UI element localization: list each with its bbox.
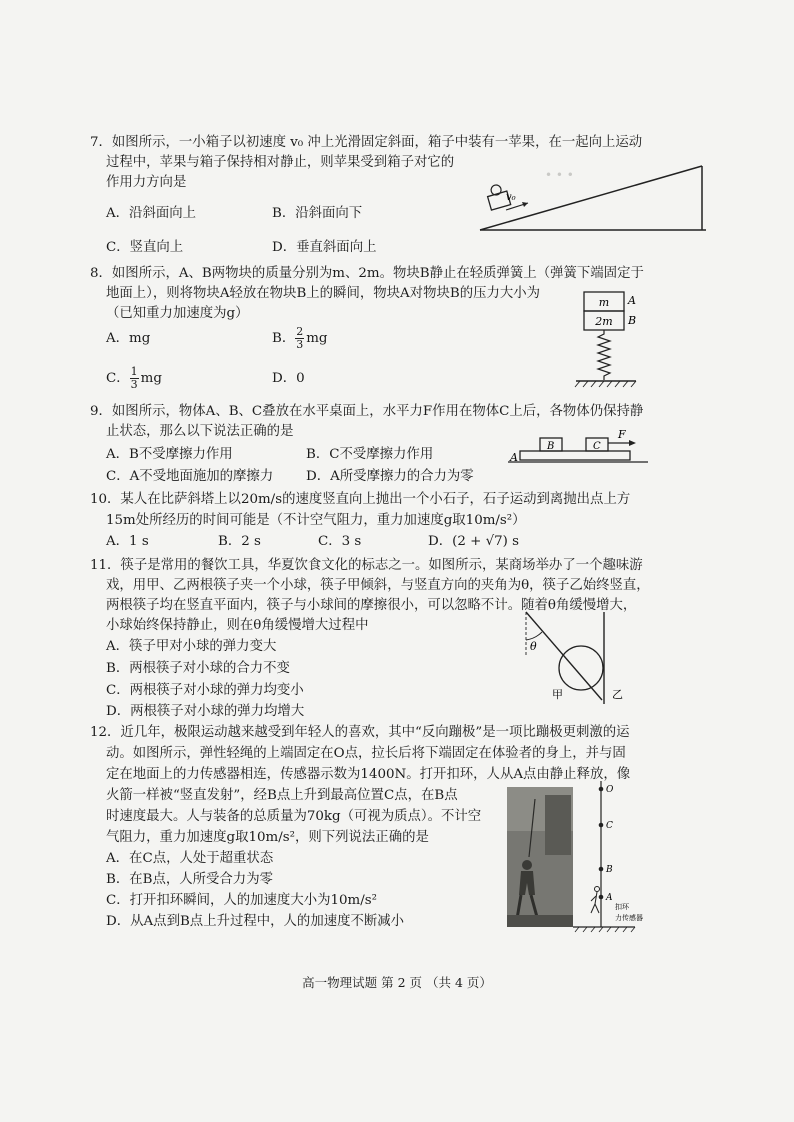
block-a-label: A: [628, 294, 636, 307]
q12-option-d: D．从A点到B点上升过程中，人的加速度不断减小: [106, 914, 405, 929]
q10-option-c: C．3 s: [318, 534, 362, 549]
q12-option-c: C．打开扣环瞬间，人的加速度大小为10m/s²: [106, 893, 377, 908]
ground-hatch: [575, 381, 636, 387]
photo-content: [507, 787, 573, 927]
q12-stem-line3: 定在地面上的力传感器相连，传感器示数为1400N。打开扣环，人从A点由静止释放，像: [106, 767, 631, 782]
yi-label: 乙: [612, 688, 623, 701]
theta-arc: [526, 632, 542, 640]
q8-stem-line1: 8．如图所示，A、B两物块的质量分别为m、2m。物块B静止在轻质弹簧上（弹簧下端固定于: [90, 266, 644, 281]
q8-option-b-fraction: [295, 326, 304, 351]
label-a: A: [606, 893, 613, 903]
q10-stem-line2: 15m处所经历的时间可能是（不计空气阻力，重力加速度g取10m/s²）: [106, 513, 526, 528]
q8-stem-line3: （已知重力加速度为g）: [106, 306, 249, 321]
chopstick-jia: [526, 612, 602, 700]
point-a: [599, 895, 604, 900]
sensor-label: 力传感器: [615, 914, 643, 922]
reverse-bungee-photo: [507, 787, 573, 927]
spring: [598, 330, 610, 380]
q7-option-c: C．竖直向上: [106, 240, 184, 255]
q8-option-c-fraction: [130, 366, 139, 391]
force-label: F: [618, 428, 626, 441]
q9-option-d: D．A所受摩擦力的合力为零: [306, 469, 474, 484]
q12-stem-line5: 时速度最大。人与装备的总质量为70kg（可视为质点）。不计空: [106, 809, 482, 824]
q9-stem-line2: 止状态，那么以下说法正确的是: [106, 424, 294, 439]
block-a-label: A: [510, 451, 518, 464]
q10-option-b: B．2 s: [218, 534, 261, 549]
q11-option-b: B．两根筷子对小球的合力不变: [106, 661, 290, 676]
q8-option-c-prefix: C．: [106, 371, 130, 386]
q8-option-b: [272, 326, 328, 351]
q10-option-d: D．(2 + √7) s: [428, 534, 520, 549]
q8-spring-figure: [570, 288, 650, 392]
ground-hatch: [575, 927, 635, 932]
person-figure: [591, 887, 600, 914]
point-o: [599, 787, 604, 792]
q12-stem-line6: 气阻力，重力加速度g取10m/s²，则下列说法正确的是: [106, 830, 429, 845]
q10-option-a: A．1 s: [106, 534, 149, 549]
block-b-label: B: [547, 441, 555, 452]
q12-stem-line4: 火箭一样被“竖直发射”，经B点上升到最高位置C点，在B点: [106, 788, 458, 803]
fraction-numerator: 1: [130, 365, 138, 378]
q11-stem-line1: 11．筷子是常用的餐饮工具，华夏饮食文化的标志之一。如图所示，某商场举办了一个趣味游: [90, 558, 643, 573]
q7-option-b: B．沿斜面向下: [272, 206, 363, 221]
q8-option-c-suffix: mg: [140, 371, 162, 386]
q11-stem-line4: 小球始终保持静止，则在θ角缓慢增大过程中: [106, 618, 369, 633]
q7-option-a: A．沿斜面向上: [106, 206, 197, 221]
block-a: [520, 451, 630, 460]
q9-option-c: C．A不受地面施加的摩擦力: [106, 469, 274, 484]
q9-option-a: A．B不受摩擦力作用: [106, 447, 233, 462]
label-b: B: [606, 865, 613, 875]
small-ball: [559, 646, 603, 690]
buckle-label: 扣环: [615, 903, 629, 911]
q7-stem-line1: 7．如图所示，一小箱子以初速度 v₀ 冲上光滑固定斜面，箱子中装有一苹果，在一起向上运动: [90, 135, 643, 150]
q8-option-b-suffix: mg: [306, 331, 328, 346]
q9-stacked-blocks-figure: [508, 428, 658, 468]
q11-chopsticks-figure: [516, 610, 636, 706]
q7-stem-line2: 过程中，苹果与箱子保持相对静止，则苹果受到箱子对它的: [106, 155, 455, 170]
q12-option-a: A．在C点，人处于超重状态: [106, 851, 274, 866]
fraction-denominator: 3: [296, 338, 304, 351]
q11-option-a: A．筷子甲对小球的弹力变大: [106, 639, 277, 654]
q12-bungee-diagram: [573, 777, 653, 937]
q8-option-c: [106, 366, 162, 391]
fraction-denominator: 3: [130, 378, 138, 391]
velocity-label: v₀: [506, 192, 516, 203]
q8-stem-line2: 地面上），则将物块A轻放在物块B上的瞬间，物块A对物块B的压力大小为: [106, 286, 541, 301]
block-a-mass: m: [598, 296, 610, 309]
bleed-through-text: • • •: [545, 168, 574, 182]
point-c: [599, 823, 604, 828]
point-b: [599, 867, 604, 872]
q10-stem-line1: 10．某人在比萨斜塔上以20m/s的速度竖直向上抛出一个小石子，石子运动到离抛出点上方: [90, 492, 631, 507]
q11-stem-line2: 戏，用甲、乙两根筷子夹一个小球，筷子甲倾斜，与竖直方向的夹角为θ，筷子乙始终竖直，: [106, 578, 650, 593]
q8-option-b-prefix: B．: [272, 331, 296, 346]
fraction-numerator: 2: [296, 325, 304, 338]
theta-label: θ: [530, 640, 537, 653]
q12-stem-line2: 动。如图所示，弹性轻绳的上端固定在O点，拉长后将下端固定在体验者的身上，并与固: [106, 746, 626, 761]
q7-stem-line3: 作用力方向是: [106, 175, 187, 190]
q9-option-b: B．C不受摩擦力作用: [306, 447, 434, 462]
label-o: O: [606, 785, 614, 795]
q8-option-d: D．0: [272, 371, 305, 386]
block-b-mass: 2m: [595, 315, 613, 328]
block-c-label: C: [593, 441, 601, 452]
q11-option-d: D．两根筷子对小球的弹力均增大: [106, 704, 305, 719]
q8-option-a: A．mg: [106, 331, 151, 346]
q11-option-c: C．两根筷子对小球的弹力均变小: [106, 683, 304, 698]
block-b-label: B: [628, 314, 637, 327]
q12-option-b: B．在B点，人所受合力为零: [106, 872, 273, 887]
q7-incline-figure: [476, 160, 716, 242]
q12-stem-line1: 12．近几年，极限运动越来越受到年轻人的喜欢，其中“反向蹦极”是一项比蹦极更刺激的运: [90, 725, 630, 740]
jia-label: 甲: [552, 688, 563, 701]
q9-stem-line1: 9．如图所示，物体A、B、C叠放在水平桌面上，水平力F作用在物体C上后，各物体仍保持静: [90, 404, 644, 419]
q7-option-d: D．垂直斜面向上: [272, 240, 377, 255]
q11-stem-line3: 两根筷子均在竖直平面内，筷子与小球间的摩擦很小，可以忽略不计。随着θ角缓慢增大，: [106, 598, 637, 613]
label-c: C: [606, 821, 613, 831]
page-footer: 高一物理试题 第 2 页 （共 4 页）: [302, 975, 492, 990]
